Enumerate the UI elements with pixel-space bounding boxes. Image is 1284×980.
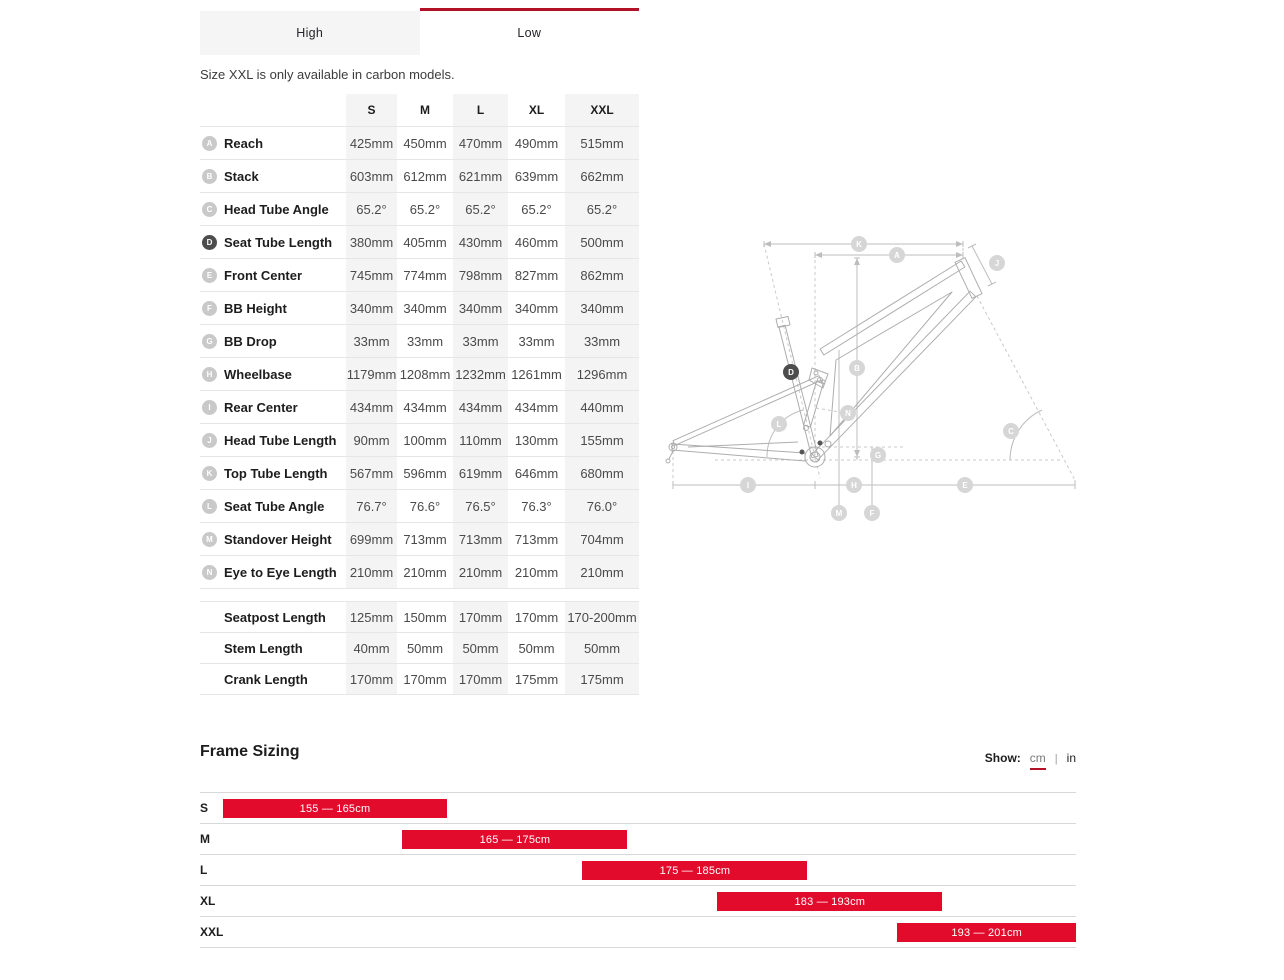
geometry-value-cell: 405mm — [403, 234, 447, 250]
geometry-value-cell: 567mm — [346, 457, 397, 489]
bike-frame-drawing — [666, 258, 982, 467]
svg-text:L: L — [776, 420, 782, 429]
diagram-dimension-lines — [673, 241, 1075, 520]
component-value-cell: 50mm — [406, 640, 444, 656]
geometry-row-seat-tube-angle[interactable] — [200, 490, 639, 523]
geometry-value-cell: 450mm — [403, 135, 447, 151]
geometry-value-cell: 90mm — [346, 424, 397, 456]
row-label: Seat Tube Length — [224, 234, 333, 250]
geometry-row-head-tube-length[interactable] — [200, 424, 639, 457]
geometry-value-cell: 65.2° — [453, 193, 508, 225]
row-letter-badge: A — [202, 136, 217, 151]
row-label-cell — [200, 490, 346, 522]
geometry-value-cell: 33mm — [346, 325, 397, 357]
diagram-marker-e[interactable] — [957, 477, 973, 493]
geometry-row-front-center[interactable] — [200, 259, 639, 292]
row-label-cell — [200, 358, 346, 390]
component-value-cell: 170mm — [453, 664, 508, 694]
diagram-marker-n[interactable] — [840, 405, 856, 421]
geometry-value-cell: 1232mm — [453, 358, 508, 390]
column-header-l: L — [453, 94, 508, 126]
geometry-value-cell: 713mm — [403, 531, 447, 547]
geometry-value-cell: 1208mm — [399, 366, 451, 382]
geometry-value-cell: 603mm — [346, 160, 397, 192]
tab-low[interactable]: Low — [420, 8, 640, 55]
geometry-value-cell: 798mm — [453, 259, 508, 291]
components-row-seatpost-length — [200, 602, 639, 633]
row-label: Wheelbase — [224, 366, 292, 382]
row-label-cell — [200, 160, 346, 192]
geometry-value-cell: 425mm — [346, 127, 397, 159]
geometry-value-cell: 639mm — [514, 168, 559, 184]
geometry-value-cell: 340mm — [453, 292, 508, 324]
geometry-value-cell: 704mm — [565, 523, 639, 555]
row-label-cell — [200, 523, 346, 555]
frame-sizing-chart — [200, 792, 1076, 948]
geometry-row-wheelbase[interactable] — [200, 358, 639, 391]
geometry-value-cell: 65.2° — [521, 201, 552, 217]
unit-divider: | — [1054, 753, 1058, 765]
row-label-cell — [200, 633, 346, 663]
row-label-cell — [200, 259, 346, 291]
diagram-marker-c[interactable] — [1003, 423, 1019, 439]
component-value-cell: 175mm — [514, 671, 559, 687]
geometry-value-cell: 440mm — [565, 391, 639, 423]
row-letter-badge: L — [202, 499, 217, 514]
geometry-value-cell: 434mm — [453, 391, 508, 423]
geometry-row-bb-height[interactable] — [200, 292, 639, 325]
row-label: Stem Length — [224, 640, 303, 656]
row-label: BB Height — [224, 300, 287, 316]
geometry-value-cell: 65.2° — [409, 201, 441, 217]
svg-text:H: H — [851, 481, 857, 490]
component-value-cell: 40mm — [346, 633, 397, 663]
diagram-marker-layer — [740, 236, 1019, 521]
geometry-value-cell: 340mm — [514, 300, 559, 316]
geometry-value-cell: 430mm — [453, 226, 508, 258]
geometry-value-cell: 76.3° — [521, 498, 552, 514]
geometry-value-cell: 434mm — [346, 391, 397, 423]
geometry-row-seat-tube-length[interactable] — [200, 226, 639, 259]
sizing-row-label: XXL — [200, 925, 224, 939]
row-letter-badge: J — [202, 433, 217, 448]
sizing-bar: 175 — 185cm — [582, 861, 807, 880]
row-label-cell — [200, 292, 346, 324]
diagram-marker-i[interactable] — [740, 477, 756, 493]
diagram-marker-b[interactable] — [849, 360, 865, 376]
geometry-value-cell: 699mm — [346, 523, 397, 555]
geometry-value-cell: 713mm — [453, 523, 508, 555]
geometry-value-cell: 1179mm — [346, 358, 397, 390]
geometry-value-cell: 662mm — [565, 160, 639, 192]
unit-option-in[interactable]: in — [1066, 751, 1076, 765]
component-value-cell: 50mm — [518, 640, 555, 656]
geometry-value-cell: 210mm — [346, 556, 397, 588]
sizing-row-label: M — [200, 832, 210, 846]
geometry-value-cell: 210mm — [403, 564, 447, 580]
row-letter-badge: K — [202, 466, 217, 481]
row-label-cell — [200, 193, 346, 225]
components-table — [200, 601, 639, 695]
row-label: Standover Height — [224, 531, 332, 547]
geometry-row-head-tube-angle[interactable] — [200, 193, 639, 226]
row-label: Rear Center — [224, 399, 298, 415]
geometry-value-cell: 434mm — [403, 399, 447, 415]
svg-text:K: K — [856, 240, 862, 249]
component-value-cell: 125mm — [346, 602, 397, 632]
sizing-row-s — [200, 793, 1076, 824]
row-label: Stack — [224, 168, 259, 184]
unit-option-cm[interactable]: cm — [1030, 751, 1046, 770]
geometry-value-cell: 76.0° — [565, 490, 639, 522]
row-label-cell — [200, 424, 346, 456]
geometry-value-cell: 210mm — [453, 556, 508, 588]
svg-text:A: A — [894, 251, 900, 260]
component-value-cell: 175mm — [565, 664, 639, 694]
svg-text:B: B — [854, 364, 860, 373]
geometry-value-cell: 500mm — [565, 226, 639, 258]
row-label: Front Center — [224, 267, 302, 283]
component-value-cell: 50mm — [565, 633, 639, 663]
geometry-value-cell: 434mm — [514, 399, 559, 415]
geometry-value-cell: 460mm — [514, 234, 559, 250]
geometry-value-cell: 490mm — [514, 135, 559, 151]
geometry-table-body — [200, 127, 639, 589]
size-availability-note: Size XXL is only available in carbon models. — [200, 67, 455, 82]
geometry-value-cell: 515mm — [565, 127, 639, 159]
svg-text:G: G — [874, 451, 882, 460]
header-spacer — [200, 94, 346, 126]
svg-text:F: F — [869, 509, 875, 518]
svg-text:E: E — [962, 481, 968, 490]
geometry-value-cell: 155mm — [565, 424, 639, 456]
diagram-marker-g[interactable] — [870, 447, 886, 463]
row-letter-badge: H — [202, 367, 217, 382]
row-label-cell — [200, 325, 346, 357]
geometry-value-cell: 680mm — [565, 457, 639, 489]
row-label: Head Tube Length — [224, 432, 337, 448]
row-letter-badge: F — [202, 301, 217, 316]
sizing-bar: 155 — 165cm — [223, 799, 448, 818]
row-letter-badge: D — [202, 235, 217, 250]
row-label-cell — [200, 457, 346, 489]
row-label-cell — [200, 602, 346, 632]
column-header-xxl: XXL — [565, 94, 639, 126]
geometry-row-reach[interactable] — [200, 127, 639, 160]
geometry-row-bb-drop[interactable] — [200, 325, 639, 358]
svg-text:C: C — [1008, 427, 1014, 436]
geometry-value-cell: 774mm — [403, 267, 447, 283]
components-row-crank-length — [200, 664, 639, 695]
geometry-value-cell: 100mm — [403, 432, 447, 448]
geometry-value-cell: 596mm — [403, 465, 447, 481]
row-label: Top Tube Length — [224, 465, 328, 481]
svg-text:J: J — [994, 259, 1000, 268]
sizing-bar: 165 — 175cm — [402, 830, 627, 849]
geometry-table — [200, 94, 639, 589]
svg-text:D: D — [788, 368, 794, 377]
components-table-body — [200, 602, 639, 695]
row-label-cell — [200, 226, 346, 258]
row-letter-badge: M — [202, 532, 217, 547]
row-label: Eye to Eye Length — [224, 564, 337, 580]
component-value-cell: 170mm — [346, 664, 397, 694]
geometry-value-cell: 76.5° — [453, 490, 508, 522]
geometry-table-header — [200, 94, 639, 127]
sizing-row-m — [200, 824, 1076, 855]
row-letter-badge: G — [202, 334, 217, 349]
sizing-bar: 193 — 201cm — [897, 923, 1076, 942]
row-label: Head Tube Angle — [224, 201, 329, 217]
row-label: Seat Tube Angle — [224, 498, 325, 514]
row-label: BB Drop — [224, 333, 277, 349]
geometry-row-standover-height[interactable] — [200, 523, 639, 556]
geometry-value-cell: 130mm — [514, 432, 559, 448]
diagram-marker-k[interactable] — [851, 236, 867, 252]
geometry-value-cell: 621mm — [453, 160, 508, 192]
tab-high[interactable]: High — [200, 11, 420, 55]
geometry-value-cell: 33mm — [406, 333, 444, 349]
geometry-value-cell: 612mm — [403, 168, 447, 184]
geometry-value-cell: 33mm — [453, 325, 508, 357]
geometry-value-cell: 65.2° — [346, 193, 397, 225]
row-letter-badge: B — [202, 169, 217, 184]
unit-toggle — [985, 751, 1076, 770]
svg-text:N: N — [845, 409, 851, 418]
row-label: Reach — [224, 135, 264, 151]
row-label: Seatpost Length — [224, 609, 326, 625]
sizing-bar: 183 — 193cm — [717, 892, 942, 911]
geometry-value-cell: 110mm — [453, 424, 508, 456]
row-label-cell — [200, 127, 346, 159]
geometry-value-cell: 745mm — [346, 259, 397, 291]
diagram-marker-l[interactable] — [771, 416, 787, 432]
geometry-value-cell: 76.6° — [409, 498, 441, 514]
show-label: Show: — [984, 751, 1021, 765]
geometry-row-stack[interactable] — [200, 160, 639, 193]
geometry-value-cell: 713mm — [514, 531, 559, 547]
component-value-cell: 170mm — [403, 671, 447, 687]
geometry-value-cell: 1261mm — [511, 366, 562, 382]
row-letter-badge: N — [202, 565, 217, 580]
diagram-marker-a[interactable] — [889, 247, 905, 263]
component-value-cell: 150mm — [403, 609, 447, 625]
row-label-cell — [200, 391, 346, 423]
row-letter-badge: I — [202, 400, 217, 415]
column-header-xl: XL — [528, 103, 545, 117]
frame-geometry-diagram — [660, 230, 1080, 530]
sizing-row-label: S — [200, 801, 209, 815]
row-label-cell — [200, 664, 346, 694]
geometry-value-cell: 340mm — [565, 292, 639, 324]
diagram-marker-h[interactable] — [846, 477, 862, 493]
geometry-value-cell: 76.7° — [346, 490, 397, 522]
component-value-cell: 50mm — [453, 633, 508, 663]
geometry-row-top-tube-length[interactable] — [200, 457, 639, 490]
sizing-row-label: XL — [200, 894, 216, 908]
row-letter-badge: E — [202, 268, 217, 283]
geometry-value-cell: 33mm — [518, 333, 555, 349]
geometry-row-eye-to-eye-length[interactable] — [200, 556, 639, 589]
geometry-value-cell: 340mm — [346, 292, 397, 324]
diagram-marker-d[interactable] — [783, 364, 799, 380]
geometry-value-cell: 210mm — [514, 564, 559, 580]
geometry-row-rear-center[interactable] — [200, 391, 639, 424]
geometry-value-cell: 340mm — [403, 300, 447, 316]
diagram-marker-m[interactable] — [831, 505, 847, 521]
diagram-arrowheads — [764, 241, 963, 457]
geometry-value-cell: 33mm — [565, 325, 639, 357]
svg-text:I: I — [746, 481, 750, 490]
geometry-value-cell: 470mm — [453, 127, 508, 159]
geometry-value-cell: 210mm — [565, 556, 639, 588]
geometry-value-cell: 862mm — [565, 259, 639, 291]
components-row-stem-length — [200, 633, 639, 664]
sizing-row-label: L — [200, 863, 208, 877]
row-letter-badge: C — [202, 202, 217, 217]
geometry-value-cell: 646mm — [514, 465, 559, 481]
diagram-marker-j[interactable] — [989, 255, 1005, 271]
sizing-row-xxl — [200, 917, 1076, 948]
geometry-position-tabs — [200, 8, 639, 55]
row-label-cell — [200, 556, 346, 588]
geometry-value-cell: 827mm — [514, 267, 559, 283]
diagram-marker-f[interactable] — [864, 505, 880, 521]
component-value-cell: 170-200mm — [565, 602, 639, 632]
column-header-s: S — [346, 94, 397, 126]
geometry-value-cell: 1296mm — [565, 358, 639, 390]
sizing-row-l — [200, 855, 1076, 886]
geometry-value-cell: 619mm — [453, 457, 508, 489]
svg-text:M: M — [835, 509, 843, 518]
column-header-m: M — [420, 103, 430, 117]
component-value-cell: 170mm — [514, 609, 559, 625]
row-label: Crank Length — [224, 671, 308, 687]
frame-sizing-title: Frame Sizing — [200, 743, 300, 760]
geometry-value-cell: 380mm — [346, 226, 397, 258]
sizing-row-xl — [200, 886, 1076, 917]
geometry-value-cell: 65.2° — [565, 193, 639, 225]
component-value-cell: 170mm — [453, 602, 508, 632]
